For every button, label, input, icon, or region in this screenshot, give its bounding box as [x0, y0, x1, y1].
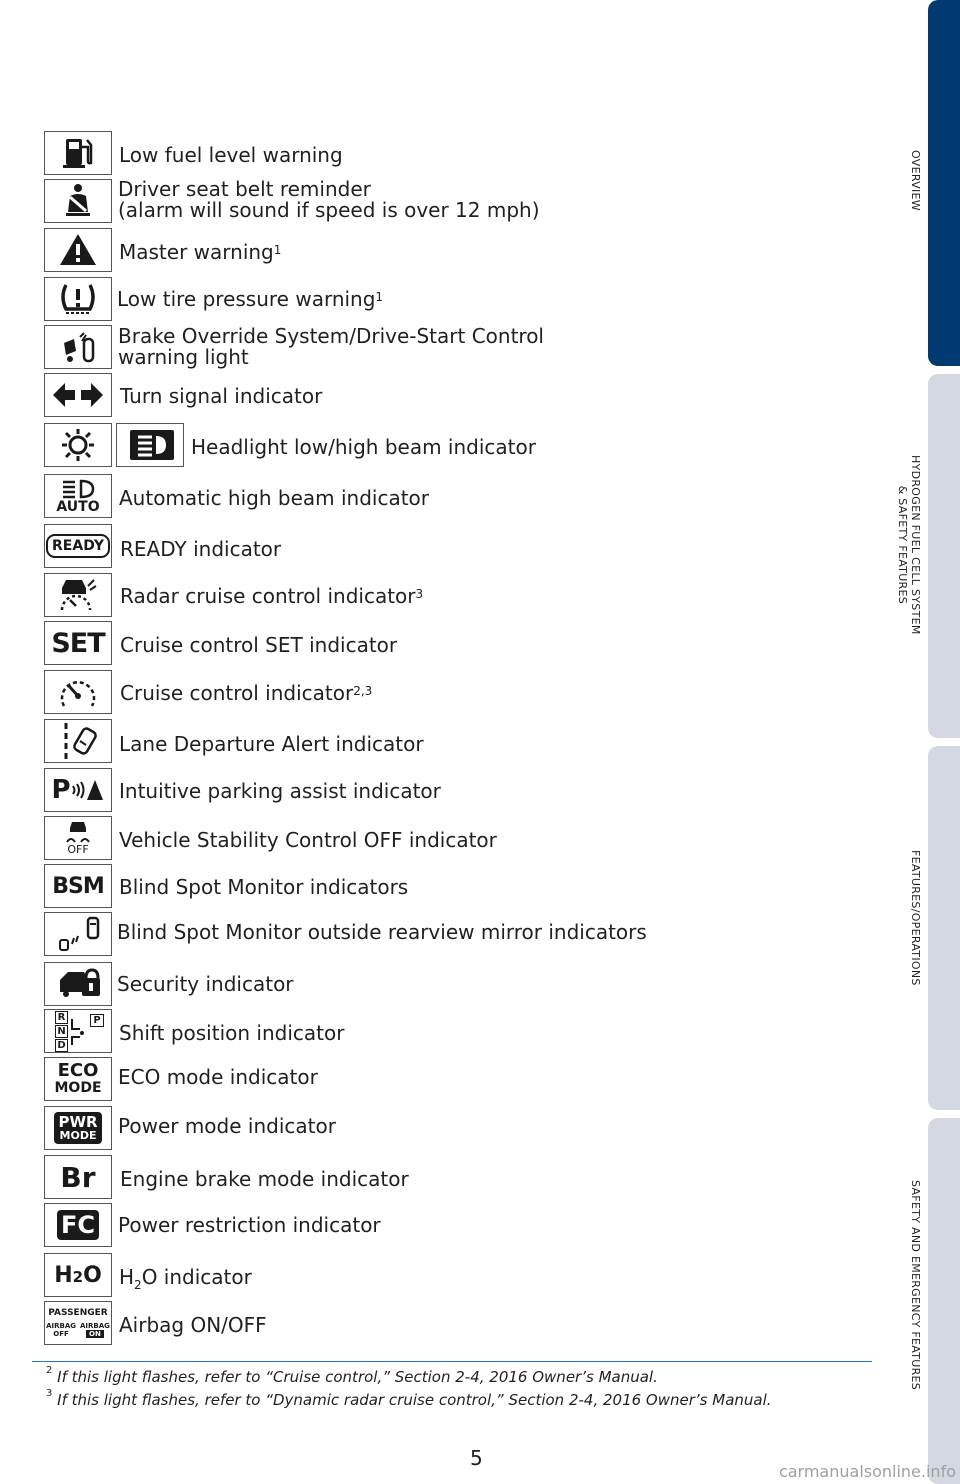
engine-brake-icon: Br: [44, 1155, 112, 1199]
off-text: OFF: [67, 843, 89, 856]
ready-text: READY: [46, 534, 110, 558]
footnote-3: $^3$ If this light flashes, refer to “Dynamic radar cruise control,” Section 2-4, 2016 Owner’s Manual.: [46, 1388, 772, 1409]
auto-text: AUTO: [56, 499, 100, 515]
indicator-label: Shift position indicator: [119, 1021, 345, 1045]
warning-triangle-icon: [44, 228, 112, 272]
cruise-control-icon: [44, 670, 112, 714]
indicator-label: ECO mode indicator: [118, 1065, 318, 1089]
eco-mode-icon: ECO MODE: [44, 1057, 112, 1101]
footnote-2: $^2$ If this light flashes, refer to “Cruise control,” Section 2-4, 2016 Owner’s Manual.: [46, 1365, 658, 1386]
tab-label-features: FEATURES/OPERATIONS: [909, 850, 922, 986]
set-text: SET: [51, 627, 105, 659]
tab-label-safety: SAFETY AND EMERGENCY FEATURES: [909, 1180, 922, 1391]
indicator-label: Headlight low/high beam indicator: [191, 435, 536, 459]
shift-letters: R N D: [55, 1010, 68, 1052]
lane-departure-icon: [44, 719, 112, 763]
turn-signal-icon: [44, 373, 112, 417]
parking-assist-icon: [44, 768, 112, 812]
power-mode-icon: PWR MODE: [44, 1106, 112, 1150]
indicator-label: READY indicator: [120, 537, 282, 561]
security-icon: [44, 962, 112, 1006]
tab-features-operations[interactable]: [928, 746, 960, 1110]
tab-label-hydrogen: HYDROGEN FUEL CELL SYSTEM & SAFETY FEATURES: [896, 455, 922, 635]
footnote-divider: [32, 1361, 872, 1362]
fuel-pump-icon: [44, 131, 112, 175]
tab-label-overview: OVERVIEW: [909, 150, 922, 211]
indicator-label: Cruise control SET indicator: [120, 633, 398, 657]
indicator-label: Power restriction indicator: [118, 1213, 381, 1237]
brake-override-icon: [44, 325, 112, 369]
indicator-label: Turn signal indicator: [120, 384, 323, 408]
indicator-label: Automatic high beam indicator: [119, 486, 430, 510]
power-restriction-icon: FC: [44, 1203, 112, 1247]
h2o-icon: H2O: [44, 1253, 112, 1297]
airbag-icon: PASSENGER AIRBAG OFF AIRBAG ON: [44, 1301, 112, 1345]
bsm-text: BSM: [52, 873, 104, 899]
ready-icon: [44, 524, 112, 568]
indicator-label: Blind Spot Monitor indicators: [119, 875, 409, 899]
watermark: carmanualsonline.info: [778, 1462, 956, 1481]
parking-p-text: P: [51, 775, 71, 805]
tire-pressure-icon: [44, 277, 112, 321]
tab-overview[interactable]: [928, 0, 960, 366]
indicator-label: Master warning$^1$: [119, 240, 282, 264]
radar-cruise-icon: [44, 573, 112, 617]
indicator-label: Low tire pressure warning$^1$: [117, 287, 384, 311]
indicator-label: Brake Override System/Drive-Start Control warning light: [118, 324, 544, 369]
indicator-label: Intuitive parking assist indicator: [119, 779, 441, 803]
cruise-set-icon: [44, 621, 112, 665]
indicator-label: Radar cruise control indicator$^3$: [120, 584, 424, 608]
indicator-label: Driver seat belt reminder (alarm will sound if speed is over 12 mph): [118, 177, 540, 222]
bsm-mirror-icon: [44, 912, 112, 956]
headlight-icon: [116, 423, 184, 467]
indicator-label: Airbag ON/OFF: [119, 1313, 267, 1337]
indicator-label: Power mode indicator: [118, 1114, 336, 1138]
headlight-low-icon: [44, 423, 112, 467]
indicator-label: Lane Departure Alert indicator: [119, 732, 424, 756]
tab-safety-emergency[interactable]: [928, 1118, 960, 1484]
tab-hydrogen-fuel-cell[interactable]: [928, 374, 960, 738]
page-number: 5: [470, 1446, 483, 1470]
shift-position-icon: R N D P: [44, 1009, 112, 1053]
seatbelt-icon: [44, 179, 112, 223]
indicator-label: Low fuel level warning: [119, 143, 343, 167]
indicator-label: $H_2O$ indicator: [119, 1265, 252, 1292]
vsc-off-icon: [44, 816, 112, 860]
bsm-icon: [44, 864, 112, 908]
auto-high-beam-icon: [44, 474, 112, 518]
indicator-label: Engine brake mode indicator: [120, 1167, 409, 1191]
indicator-label: Vehicle Stability Control OFF indicator: [119, 828, 497, 852]
indicator-label: Cruise control indicator$^{2,3}$: [120, 681, 373, 705]
indicator-label: Blind Spot Monitor outside rearview mirror indicators: [117, 920, 647, 944]
indicator-label: Security indicator: [117, 972, 294, 996]
